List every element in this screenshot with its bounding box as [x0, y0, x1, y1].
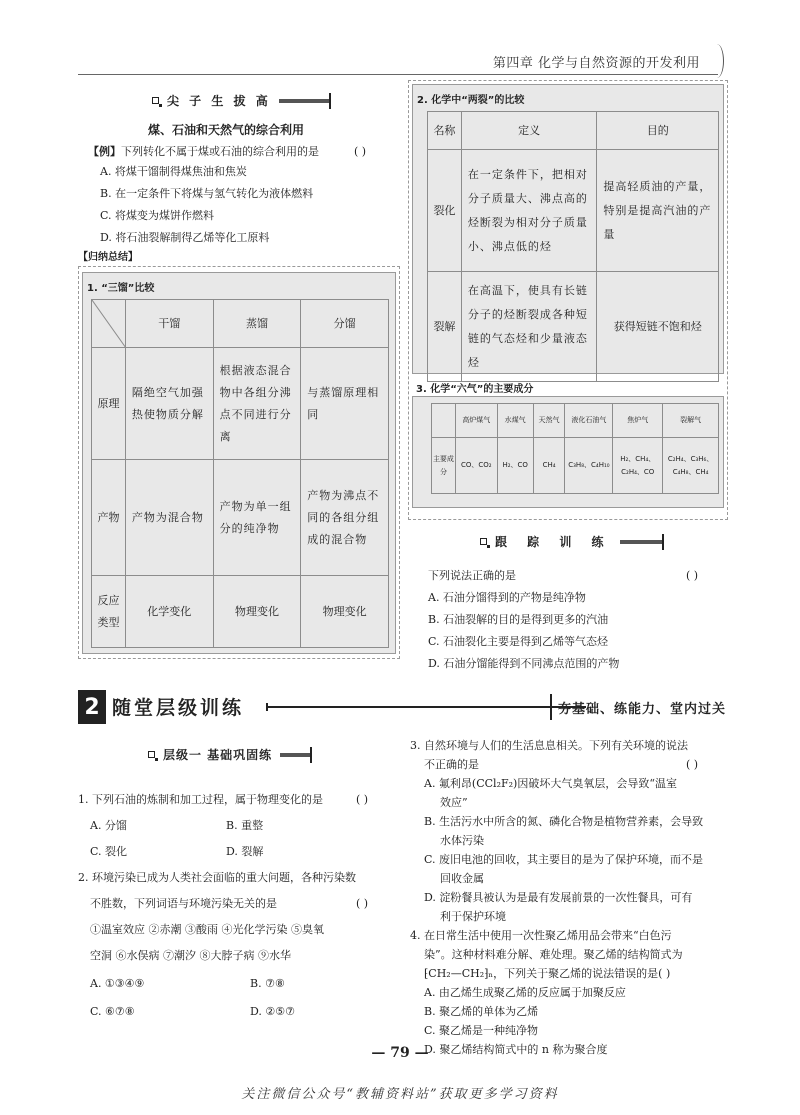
table3-title: 3. 化学“六气”的主要成分: [416, 384, 534, 395]
chapter-header: 第四章 化学与自然资源的开发利用: [492, 56, 700, 71]
tracking-option-a: A. 石油分馏得到的产物是纯净物: [428, 591, 586, 604]
q4-option-d: D. 聚乙烯结构简式中的 n 称为聚合度: [424, 1043, 608, 1056]
q2-paren: ( ): [356, 897, 369, 910]
q2-option-a: A. ①③④⑨: [90, 977, 145, 990]
table1-title: 1. “三馏”比较: [87, 283, 155, 294]
banner-subtitle: 夯基础、练能力、堂内过关: [550, 694, 726, 720]
table2-name: 裂化: [428, 150, 462, 272]
two-cracking-table: [427, 111, 719, 382]
q3-option-c-cont: 回收金属: [440, 872, 484, 885]
table2-definition: 在一定条件下，把相对分子质量大、沸点高的烃断裂为相对分子质量小、沸点低的烃: [461, 150, 597, 272]
table3-header: 天然气: [533, 404, 565, 438]
title-bar: [279, 99, 329, 103]
table1-cell: 产物为单一组分的纯净物: [213, 460, 301, 576]
table1-header: 分馏: [301, 300, 389, 348]
section-title-advanced: 尖 子 生 拔 高: [152, 92, 331, 109]
q1-option-a: A. 分馏: [90, 819, 127, 832]
q4-option-a: A. 由乙烯生成聚乙烯的反应属于加聚反应: [424, 986, 626, 999]
table2-panel: [412, 84, 724, 374]
table1-header: 干馏: [125, 300, 213, 348]
table3-header: 水煤气: [497, 404, 533, 438]
tracking-option-c: C. 石油裂化主要是得到乙烯等气态烃: [428, 635, 609, 648]
q3-option-c: C. 废旧电池的回收，其主要目的是为了保护环境，而不是: [424, 853, 704, 866]
table1-cell: 隔绝空气加强热使物质分解: [125, 348, 213, 460]
q3-option-d: D. 淀粉餐具被认为是最有发展前景的一次性餐具，可有: [424, 891, 693, 904]
table1-row-label: 反应类型: [92, 576, 126, 648]
corner-diagonal: [92, 300, 125, 348]
q2-text-line2: 不胜数，下列词语与环境污染无关的是: [90, 897, 277, 910]
banner-number: 2: [78, 690, 106, 724]
example-option-a: A. 将煤干馏制得煤焦油和焦炭: [100, 165, 247, 178]
q3-text-line1: 3. 自然环境与人们的生活息息相关。下列有关环境的说法: [410, 739, 688, 752]
table3-cell: C₃H₈、C₄H₁₀: [565, 438, 613, 494]
table1-panel: [82, 272, 396, 654]
table1-cell: 物理变化: [301, 576, 389, 648]
example-paren: ( ): [354, 145, 367, 158]
q2-option-c: C. ⑥⑦⑧: [90, 1005, 135, 1018]
table1-header: 蒸馏: [213, 300, 301, 348]
section-title-level1: 层级一 基础巩固练: [148, 746, 312, 763]
table1-cell: 产物为混合物: [125, 460, 213, 576]
example-option-b: B. 在一定条件下将煤与氢气转化为液体燃料: [100, 187, 314, 200]
example-question: 【例】下列转化不属于煤或石油的综合利用的是: [88, 145, 319, 158]
footer-note: 关注微信公众号“教辅资料站”获取更多学习资料: [241, 1087, 559, 1102]
table1-cell: 物理变化: [213, 576, 301, 648]
table3-header: 高炉煤气: [455, 404, 497, 438]
q3-option-a: A. 氟利昂(CCl₂F₂)因破坏大气臭氧层，会导致“温室: [424, 777, 677, 790]
q3-paren: ( ): [686, 758, 699, 771]
table1-cell: 化学变化: [125, 576, 213, 648]
q1-option-d: D. 裂解: [226, 845, 264, 858]
q2-option-b: B. ⑦⑧: [250, 977, 285, 990]
table2-goal: 获得短链不饱和烃: [597, 272, 719, 382]
three-distillations-table: [91, 299, 389, 648]
tracking-question: 下列说法正确的是: [428, 569, 516, 582]
example-option-d: D. 将石油裂解制得乙烯等化工原料: [100, 231, 270, 244]
table3-header: 焦炉气: [613, 404, 663, 438]
section-banner: [78, 690, 726, 724]
q2-text-line1: 2. 环境污染已成为人类社会面临的重大问题，各种污染数: [78, 871, 356, 884]
topic-heading: 煤、石油和天然气的综合利用: [148, 123, 305, 137]
table2-header: 名称: [428, 112, 462, 150]
q1-option-c: C. 裂化: [90, 845, 128, 858]
table3-cell: CO、CO₂: [455, 438, 497, 494]
table3-cell: C₂H₄、C₃H₆、C₄H₈、CH₄: [663, 438, 719, 494]
table1-row-label: 原理: [92, 348, 126, 460]
table1-cell: 产物为沸点不同的各组分组成的混合物: [301, 460, 389, 576]
table2-name: 裂解: [428, 272, 462, 382]
table3-header: 液化石油气: [565, 404, 613, 438]
q1-text: 1. 下列石油的炼制和加工过程，属于物理变化的是: [78, 793, 323, 806]
q2-option-d: D. ②⑤⑦: [250, 1005, 296, 1018]
q3-option-d-cont: 利于保护环境: [440, 910, 506, 923]
table1-row-label: 产物: [92, 460, 126, 576]
square-bullet-icon: [480, 538, 487, 545]
tracking-option-b: B. 石油裂解的目的是得到更多的汽油: [428, 613, 609, 626]
header-rule: [78, 74, 718, 75]
q2-items-line1: ①温室效应 ②赤潮 ③酸雨 ④光化学污染 ⑤臭氧: [90, 923, 324, 936]
q4-text-line1: 4. 在日常生活中使用一次性聚乙烯用品会带来“白色污: [410, 929, 672, 942]
table1-cell: 与蒸馏原理相同: [301, 348, 389, 460]
table3-row-label: 主要成分: [432, 438, 456, 494]
q1-option-b: B. 重整: [226, 819, 264, 832]
square-bullet-icon: [148, 751, 155, 758]
square-bullet-icon: [152, 97, 159, 104]
q4-text-line2: 染”。这种材料难分解、难处理。聚乙烯的结构简式为: [424, 948, 683, 961]
summary-tag: 【归纳总结】: [78, 252, 138, 263]
page-number: — 79 —: [371, 1045, 429, 1061]
table3-cell: H₂、CO: [497, 438, 533, 494]
q3-option-b-cont: 水体污染: [440, 834, 484, 847]
example-option-c: C. 将煤变为煤饼作燃料: [100, 209, 215, 222]
table1-cell: 根据液态混合物中各组分沸点不同进行分离: [213, 348, 301, 460]
table2-title: 2. 化学中“两裂”的比较: [417, 95, 525, 106]
q3-option-b: B. 生活污水中所含的氮、磷化合物是植物营养素，会导致: [424, 815, 704, 828]
table3-panel: [412, 396, 724, 508]
table2-goal: 提高轻质油的产量，特别是提高汽油的产量: [597, 150, 719, 272]
q4-text-line3: ⁅CH₂—CH₂⁆ₙ，下列关于聚乙烯的说法错误的是( ): [424, 967, 671, 980]
banner-rule: [266, 706, 586, 708]
table3-cell: CH₄: [533, 438, 565, 494]
tracking-paren: ( ): [686, 569, 699, 582]
q4-option-c: C. 聚乙烯是一种纯净物: [424, 1024, 539, 1037]
table3-cell: H₂、CH₄、C₂H₄、CO: [613, 438, 663, 494]
title-bar: [280, 753, 310, 757]
table3-corner: [432, 404, 456, 438]
table2-header: 目的: [597, 112, 719, 150]
six-gases-table: [431, 403, 719, 494]
table1-corner: [92, 300, 126, 348]
header-curl: [710, 44, 724, 78]
section-title-tracking: 跟 踪 训 练: [480, 533, 664, 550]
q3-option-a-cont: 效应”: [440, 796, 468, 809]
q2-items-line2: 空洞 ⑥水俣病 ⑦潮汐 ⑧大脖子病 ⑨水华: [90, 949, 291, 962]
q4-option-b: B. 聚乙烯的单体为乙烯: [424, 1005, 539, 1018]
banner-title: 随堂层级训练: [112, 697, 245, 719]
table2-header: 定义: [461, 112, 597, 150]
table3-header: 裂解气: [663, 404, 719, 438]
table2-definition: 在高温下，使具有长链分子的烃断裂成各种短链的气态烃和少量液态烃: [461, 272, 597, 382]
tracking-option-d: D. 石油分馏能得到不同沸点范围的产物: [428, 657, 620, 670]
title-bar: [620, 540, 662, 544]
q3-text-line2: 不正确的是: [424, 758, 479, 771]
q1-paren: ( ): [356, 793, 369, 806]
